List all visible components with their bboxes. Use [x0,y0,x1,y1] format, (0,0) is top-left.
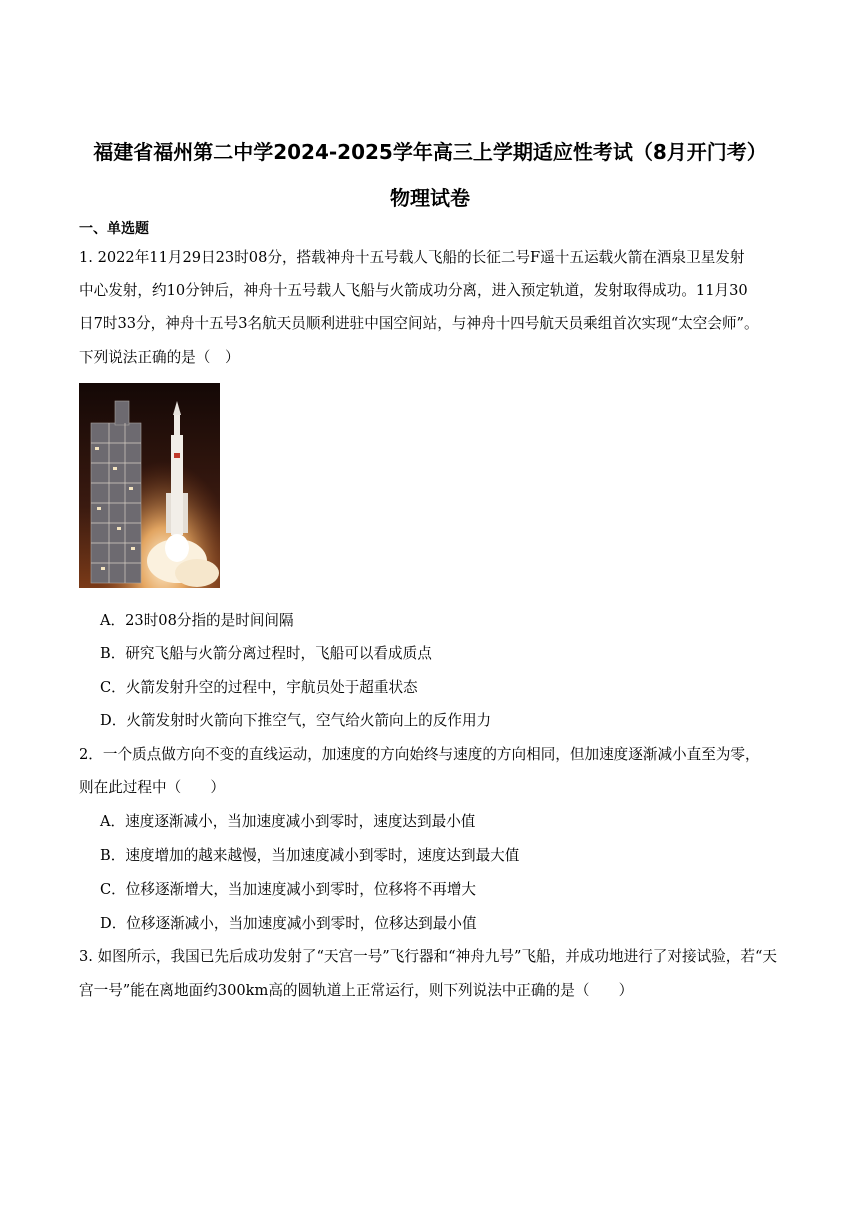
q1-option-c: C．火箭发射升空的过程中，宇航员处于超重状态 [100,679,418,696]
q1-option-a: A．23时08分指的是时间间隔 [100,612,294,629]
q2-option-b: B．速度增加的越来越慢，当加速度减小到零时，速度达到最大值 [100,847,520,864]
q1-line-4: 下列说法正确的是（ ） [79,349,240,366]
q1-line-2: 中心发射，约10分钟后，神舟十五号载人飞船与火箭成功分离，进入预定轨道，发射取得成功。11月30 [79,282,748,299]
section-heading: 一、单选题 [79,221,149,237]
q1-line-1: 1. 2022年11月29日23时08分，搭载神舟十五号载人飞船的长征二号F遥十五运载火箭在酒泉卫星发射 [79,249,745,266]
q1-line-3: 日7时33分，神舟十五号3名航天员顺利进驻中国空间站，与神舟十四号航天员乘组首次实现“太空会师”。 [79,315,759,332]
rocket-launch-photo [79,383,220,588]
q2-line-2: 则在此过程中（ ） [79,779,225,796]
q1-option-b: B．研究飞船与火箭分离过程时，飞船可以看成质点 [100,645,432,662]
q2-line-1: 2．一个质点做方向不变的直线运动，加速度的方向始终与速度的方向相同，但加速度逐渐减小直至为零， [79,746,760,763]
q1-option-d: D．火箭发射时火箭向下推空气，空气给火箭向上的反作用力 [100,712,492,729]
exam-title: 福建省福州第二中学2024-2025学年高三上学期适应性考试（8月开门考） [93,140,767,164]
q2-option-a: A．速度逐渐减小，当加速度减小到零时，速度达到最小值 [100,813,476,830]
q2-option-c: C．位移逐渐增大，当加速度减小到零时，位移将不再增大 [100,881,477,898]
q2-option-d: D．位移逐渐减小，当加速度减小到零时，位移达到最小值 [100,915,477,932]
q3-line-1: 3. 如图所示，我国已先后成功发射了“天宫一号”飞行器和“神舟九号”飞船，并成功地进行了对接试验，若“天 [79,948,777,965]
q3-line-2: 宫一号”能在离地面约300km高的圆轨道上正常运行，则下列说法中正确的是（ ） [79,982,634,999]
exam-subtitle: 物理试卷 [390,186,470,210]
